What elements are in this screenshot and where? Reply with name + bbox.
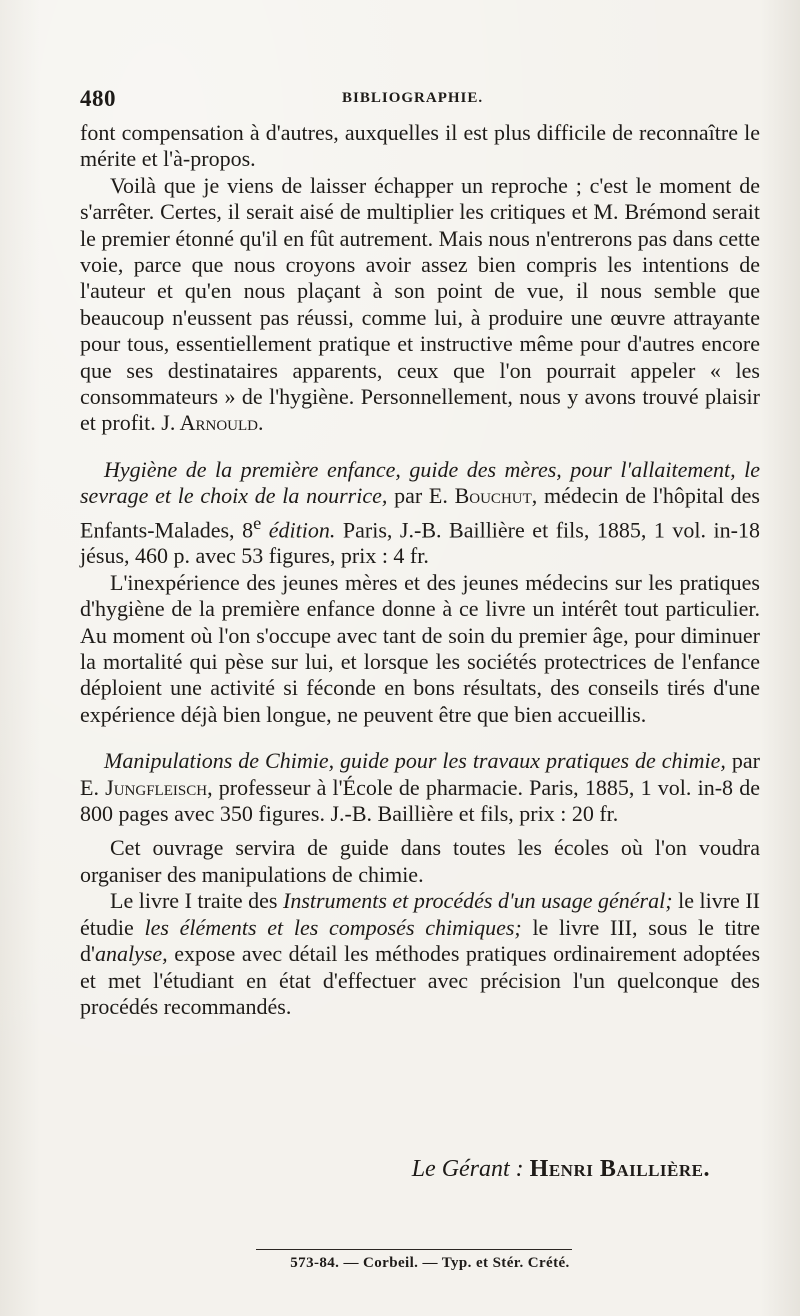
book-author: Jungfleisch	[105, 774, 208, 800]
review-text: le livre II étudie	[80, 888, 760, 940]
book-review: L'inexpérience des jeunes mères et des jeunes médecins sur les pratiques d'hygiène de la première enfance donne à ce livre un intérêt tout particulier. Au moment où l'on s'occupe avec tant de soin du premier âge, pour diminuer la mortalité qui pèse sur lui, et lorsque les sociétés protectrices de l'enfance déploient une activité si féconde en bons résultats, des conseils tirés d'une expérience déjà bien longue, ne peuvent être que bien accueillis.	[80, 569, 760, 727]
book-citation	[80, 457, 760, 570]
publication-details: Paris, J.-B. Baillière et fils, 1885, 1 vol. in-18 jésus, 460 p. avec 53 figures, prix : 4 fr.	[80, 517, 760, 569]
page-header	[80, 84, 760, 114]
book-entry-hygiene	[80, 457, 760, 728]
citation-by: par E.	[394, 483, 448, 509]
gerant-label: Le Gérant :	[411, 1156, 524, 1182]
gerant-name: Henri Baillière.	[529, 1156, 710, 1182]
review-italic: Instruments et procédés d'un usage général;	[283, 888, 673, 914]
book-entry-chimie	[80, 748, 760, 1020]
book-author: Bouchut	[454, 483, 532, 509]
review-italic: analyse,	[94, 941, 168, 967]
review-italic: les éléments et les composés chimiques;	[144, 914, 522, 940]
running-head: BIBLIOGRAPHIE.	[342, 90, 484, 106]
citation-by: par E.	[80, 748, 760, 800]
edition-word: édition.	[268, 517, 336, 543]
review-text: Le livre I traite des	[110, 888, 278, 914]
footer-rule	[256, 1249, 572, 1250]
book-review-contents	[80, 888, 760, 1020]
book-title: Hygiène de la première enfance, guide des mères, pour l'allaitement, le sevrage et le choix de la nourrice,	[80, 456, 760, 509]
body-text	[80, 120, 760, 1020]
gerant-signature	[80, 1156, 710, 1183]
review-text: Voilà que je viens de laisser échapper un reproche ; c'est le moment de s'arrêter. Certes, il serait aisé de multiplier les critiques et M. Brémond serait le premier étonné qu'il en fût autrement. Mais nous n'entrerons pas dans cette voie, parce que nous croyons avoir assez bien compris les intentions de l'auteur et qu'en nous plaçant à son point de vue, il nous semble que beaucoup n'eussent pas réussi, comme lui, à produire une œuvre attrayante pour tous, essentiellement pratique et instructive même pour d'autres encore que ses destinataires apparents, ceux que l'on pourrait appeler « les consommateurs » de l'hygiène. Personnellement, nous y avons trouvé plaisir et profit.	[80, 172, 760, 436]
review-paragraph	[80, 173, 760, 437]
book-citation	[80, 748, 760, 827]
review-continuation: font compensation à d'autres, auxquelles il est plus difficile de reconnaître le mérite et l'à-propos.	[80, 120, 760, 172]
review-text: le livre III, sous le titre d'	[80, 914, 761, 967]
reviewer-signature: J. Arnould.	[161, 410, 264, 436]
printer-imprint: 573-84. — Corbeil. — Typ. et Stér. Crété.	[290, 1255, 570, 1271]
edition-superscript: e	[253, 512, 262, 533]
publication-details: , professeur à l'École de pharmacie. Paris, 1885, 1 vol. in-8 de 800 pages avec 350 figures. J.-B. Baillière et fils, prix : 20 fr.	[80, 774, 760, 827]
citation-details: , médecin de l'hôpital des Enfants-Malades, 8	[80, 483, 760, 543]
book-review: Cet ouvrage servira de guide dans toutes les écoles où l'on voudra organiser des manipulations de chimie.	[80, 835, 760, 887]
review-text: expose avec détail les méthodes pratiques ordinairement adoptées et met l'étudiant en état d'effectuer avec précision l'un quelconque des procédés recommandés.	[80, 941, 761, 1019]
book-title: Manipulations de Chimie, guide pour les travaux pratiques de chimie,	[104, 748, 726, 774]
page-number: 480	[80, 86, 116, 111]
